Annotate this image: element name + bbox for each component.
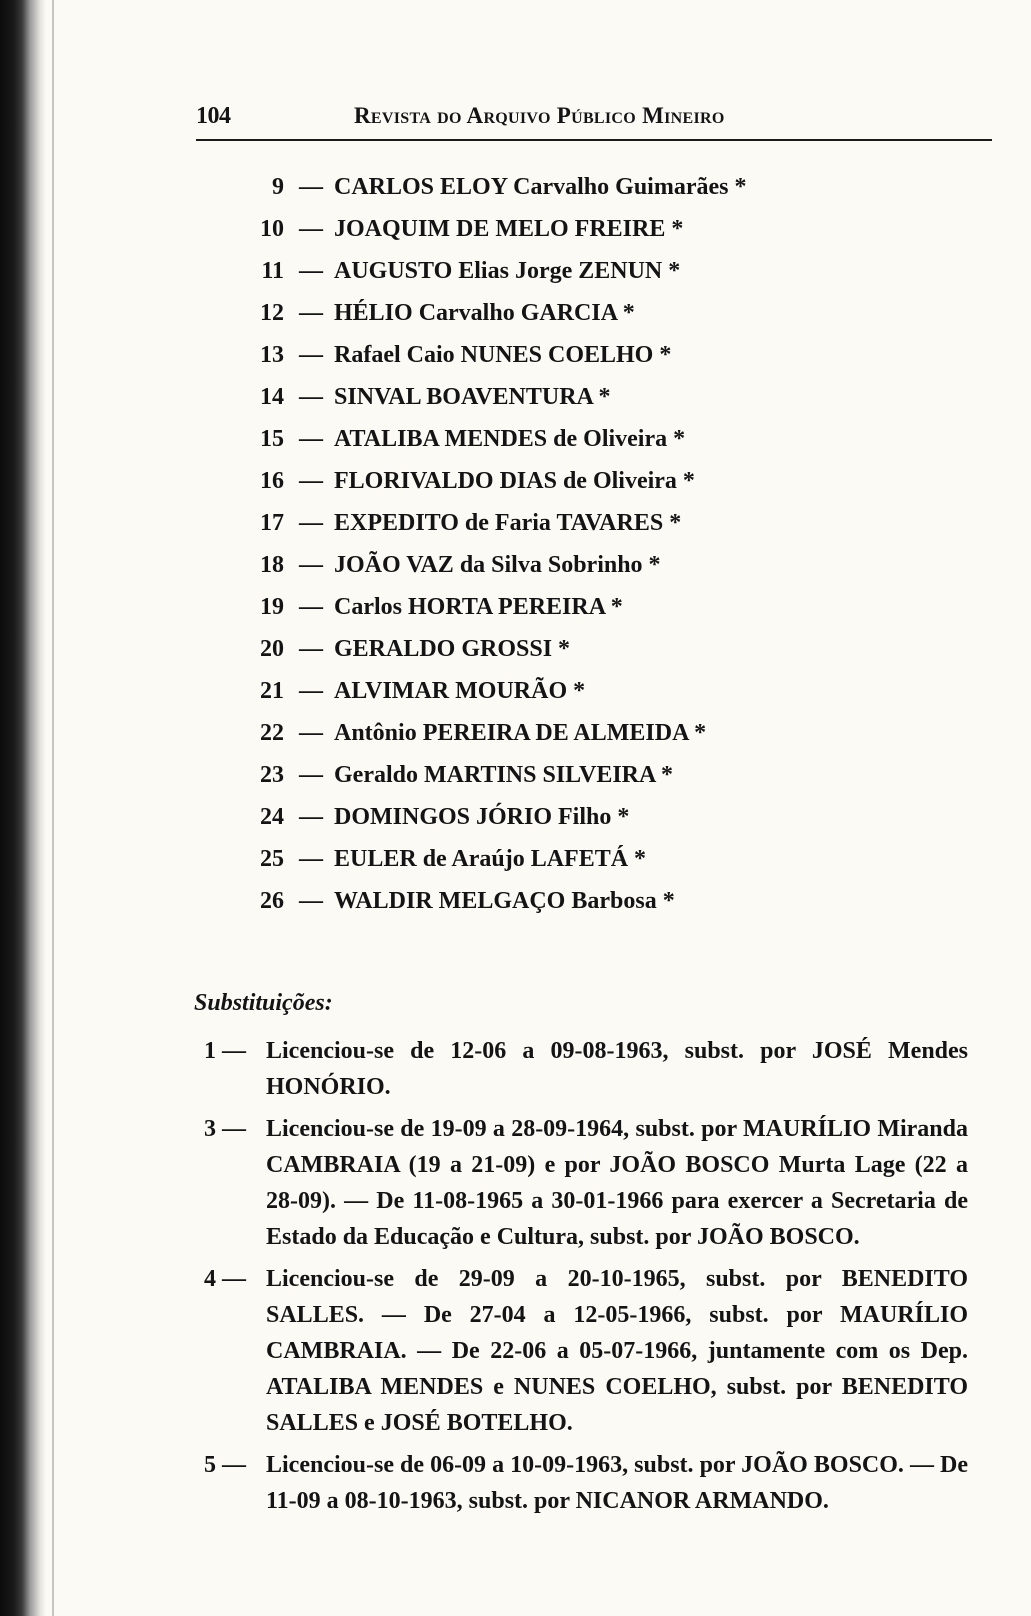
member-number: 19: [260, 594, 284, 620]
member-name: Carlos HORTA PEREIRA *: [334, 594, 623, 620]
member-dash: —: [299, 426, 323, 452]
member-dash: —: [299, 468, 323, 494]
member-number: 10: [260, 216, 284, 242]
member-name: AUGUSTO Elias Jorge ZENUN *: [334, 258, 681, 284]
member-number: 26: [260, 888, 284, 914]
member-name: HÉLIO Carvalho GARCIA *: [334, 300, 635, 326]
member-dash: —: [299, 384, 323, 410]
member-row: [240, 166, 920, 208]
member-name: JOAQUIM DE MELO FREIRE *: [334, 216, 684, 242]
book-binding-edge: [0, 0, 46, 1616]
member-dash: —: [299, 300, 323, 326]
substitution-text: Licenciou-se de 06-09 a 10-09-1963, subst. por JOÃO BOSCO. — De 11-09 a 08-10-1963, subst. por NICANOR ARMANDO.: [266, 1452, 968, 1514]
member-number: 20: [260, 636, 284, 662]
member-number: 21: [260, 678, 284, 704]
substitutions-heading: Substituições:: [194, 990, 333, 1016]
member-name: CARLOS ELOY Carvalho Guimarães *: [334, 174, 747, 200]
member-name: ALVIMAR MOURÃO *: [334, 678, 586, 704]
member-number: 17: [260, 510, 284, 536]
member-row: [240, 628, 920, 670]
member-number: 18: [260, 552, 284, 578]
substitution-text: Licenciou-se de 19-09 a 28-09-1964, subst. por MAURÍLIO Miranda CAMBRAIA (19 a 21-09) e por JOÃO BOSCO Murta Lage (22 a 28-09). — De 11-08-1965 a 30-01-1966 para exercer a Secretaria de Estado da Educação e Cultura, subst. por JOÃO BOSCO.: [266, 1116, 968, 1250]
page-header: [196, 103, 992, 141]
member-row: [240, 796, 920, 838]
member-row: [240, 544, 920, 586]
member-name: ATALIBA MENDES de Oliveira *: [334, 426, 686, 452]
member-number: 11: [261, 258, 284, 284]
member-dash: —: [299, 846, 323, 872]
member-dash: —: [299, 594, 323, 620]
substitution-text: Licenciou-se de 29-09 a 20-10-1965, subst. por BENEDITO SALLES. — De 27-04 a 12-05-1966, subst. por MAURÍLIO CAMBRAIA. — De 22-06 a 05-07-1966, juntamente com os Dep. ATALIBA MENDES e NUNES COELHO, subst. por BENEDITO SALLES e JOSÉ BOTELHO.: [266, 1266, 968, 1436]
member-row: [240, 250, 920, 292]
gutter-line: [52, 0, 54, 1616]
member-name: SINVAL BOAVENTURA *: [334, 384, 611, 410]
member-row: [240, 502, 920, 544]
substitution-entry: [196, 1033, 992, 1105]
member-dash: —: [299, 804, 323, 830]
member-row: [240, 586, 920, 628]
substitution-number: 5 —: [204, 1452, 246, 1478]
member-dash: —: [299, 258, 323, 284]
member-dash: —: [299, 510, 323, 536]
member-row: [240, 334, 920, 376]
member-name: Antônio PEREIRA DE ALMEIDA *: [334, 720, 707, 746]
member-dash: —: [299, 636, 323, 662]
substitution-entry: [196, 1111, 992, 1255]
member-row: [240, 292, 920, 334]
substitution-text: Licenciou-se de 12-06 a 09-08-1963, subst. por JOSÉ Mendes HONÓRIO.: [266, 1038, 968, 1100]
member-dash: —: [299, 342, 323, 368]
member-dash: —: [299, 888, 323, 914]
member-name: WALDIR MELGAÇO Barbosa *: [334, 888, 675, 914]
member-dash: —: [299, 552, 323, 578]
member-row: [240, 460, 920, 502]
page-number: 104: [196, 103, 231, 129]
member-number: 23: [260, 762, 284, 788]
member-row: [240, 208, 920, 250]
member-row: [240, 754, 920, 796]
member-number: 25: [260, 846, 284, 872]
member-number: 12: [260, 300, 284, 326]
member-name: FLORIVALDO DIAS de Oliveira *: [334, 468, 695, 494]
member-name: DOMINGOS JÓRIO Filho *: [334, 804, 630, 830]
member-name: JOÃO VAZ da Silva Sobrinho *: [334, 552, 661, 578]
member-number: 22: [260, 720, 284, 746]
member-row: [240, 418, 920, 460]
member-list: [240, 166, 920, 922]
member-row: [240, 880, 920, 922]
member-row: [240, 838, 920, 880]
member-row: [240, 376, 920, 418]
substitutions-list: [196, 1033, 992, 1525]
member-number: 9: [272, 174, 284, 200]
member-name: EULER de Araújo LAFETÁ *: [334, 846, 647, 872]
substitution-entry: [196, 1447, 992, 1519]
member-number: 13: [260, 342, 284, 368]
member-dash: —: [299, 678, 323, 704]
member-dash: —: [299, 720, 323, 746]
substitution-number: 3 —: [204, 1116, 246, 1142]
substitution-number: 4 —: [204, 1266, 246, 1292]
member-number: 15: [260, 426, 284, 452]
member-number: 24: [260, 804, 284, 830]
running-title: Revista do Arquivo Público Mineiro: [354, 103, 725, 128]
member-dash: —: [299, 762, 323, 788]
member-number: 14: [260, 384, 284, 410]
member-name: EXPEDITO de Faria TAVARES *: [334, 510, 682, 536]
member-dash: —: [299, 216, 323, 242]
member-row: [240, 670, 920, 712]
member-name: Rafael Caio NUNES COELHO *: [334, 342, 672, 368]
member-name: GERALDO GROSSI *: [334, 636, 571, 662]
substitution-number: 1 —: [204, 1038, 246, 1064]
substitution-entry: [196, 1261, 992, 1441]
member-number: 16: [260, 468, 284, 494]
member-row: [240, 712, 920, 754]
member-dash: —: [299, 174, 323, 200]
member-name: Geraldo MARTINS SILVEIRA *: [334, 762, 673, 788]
